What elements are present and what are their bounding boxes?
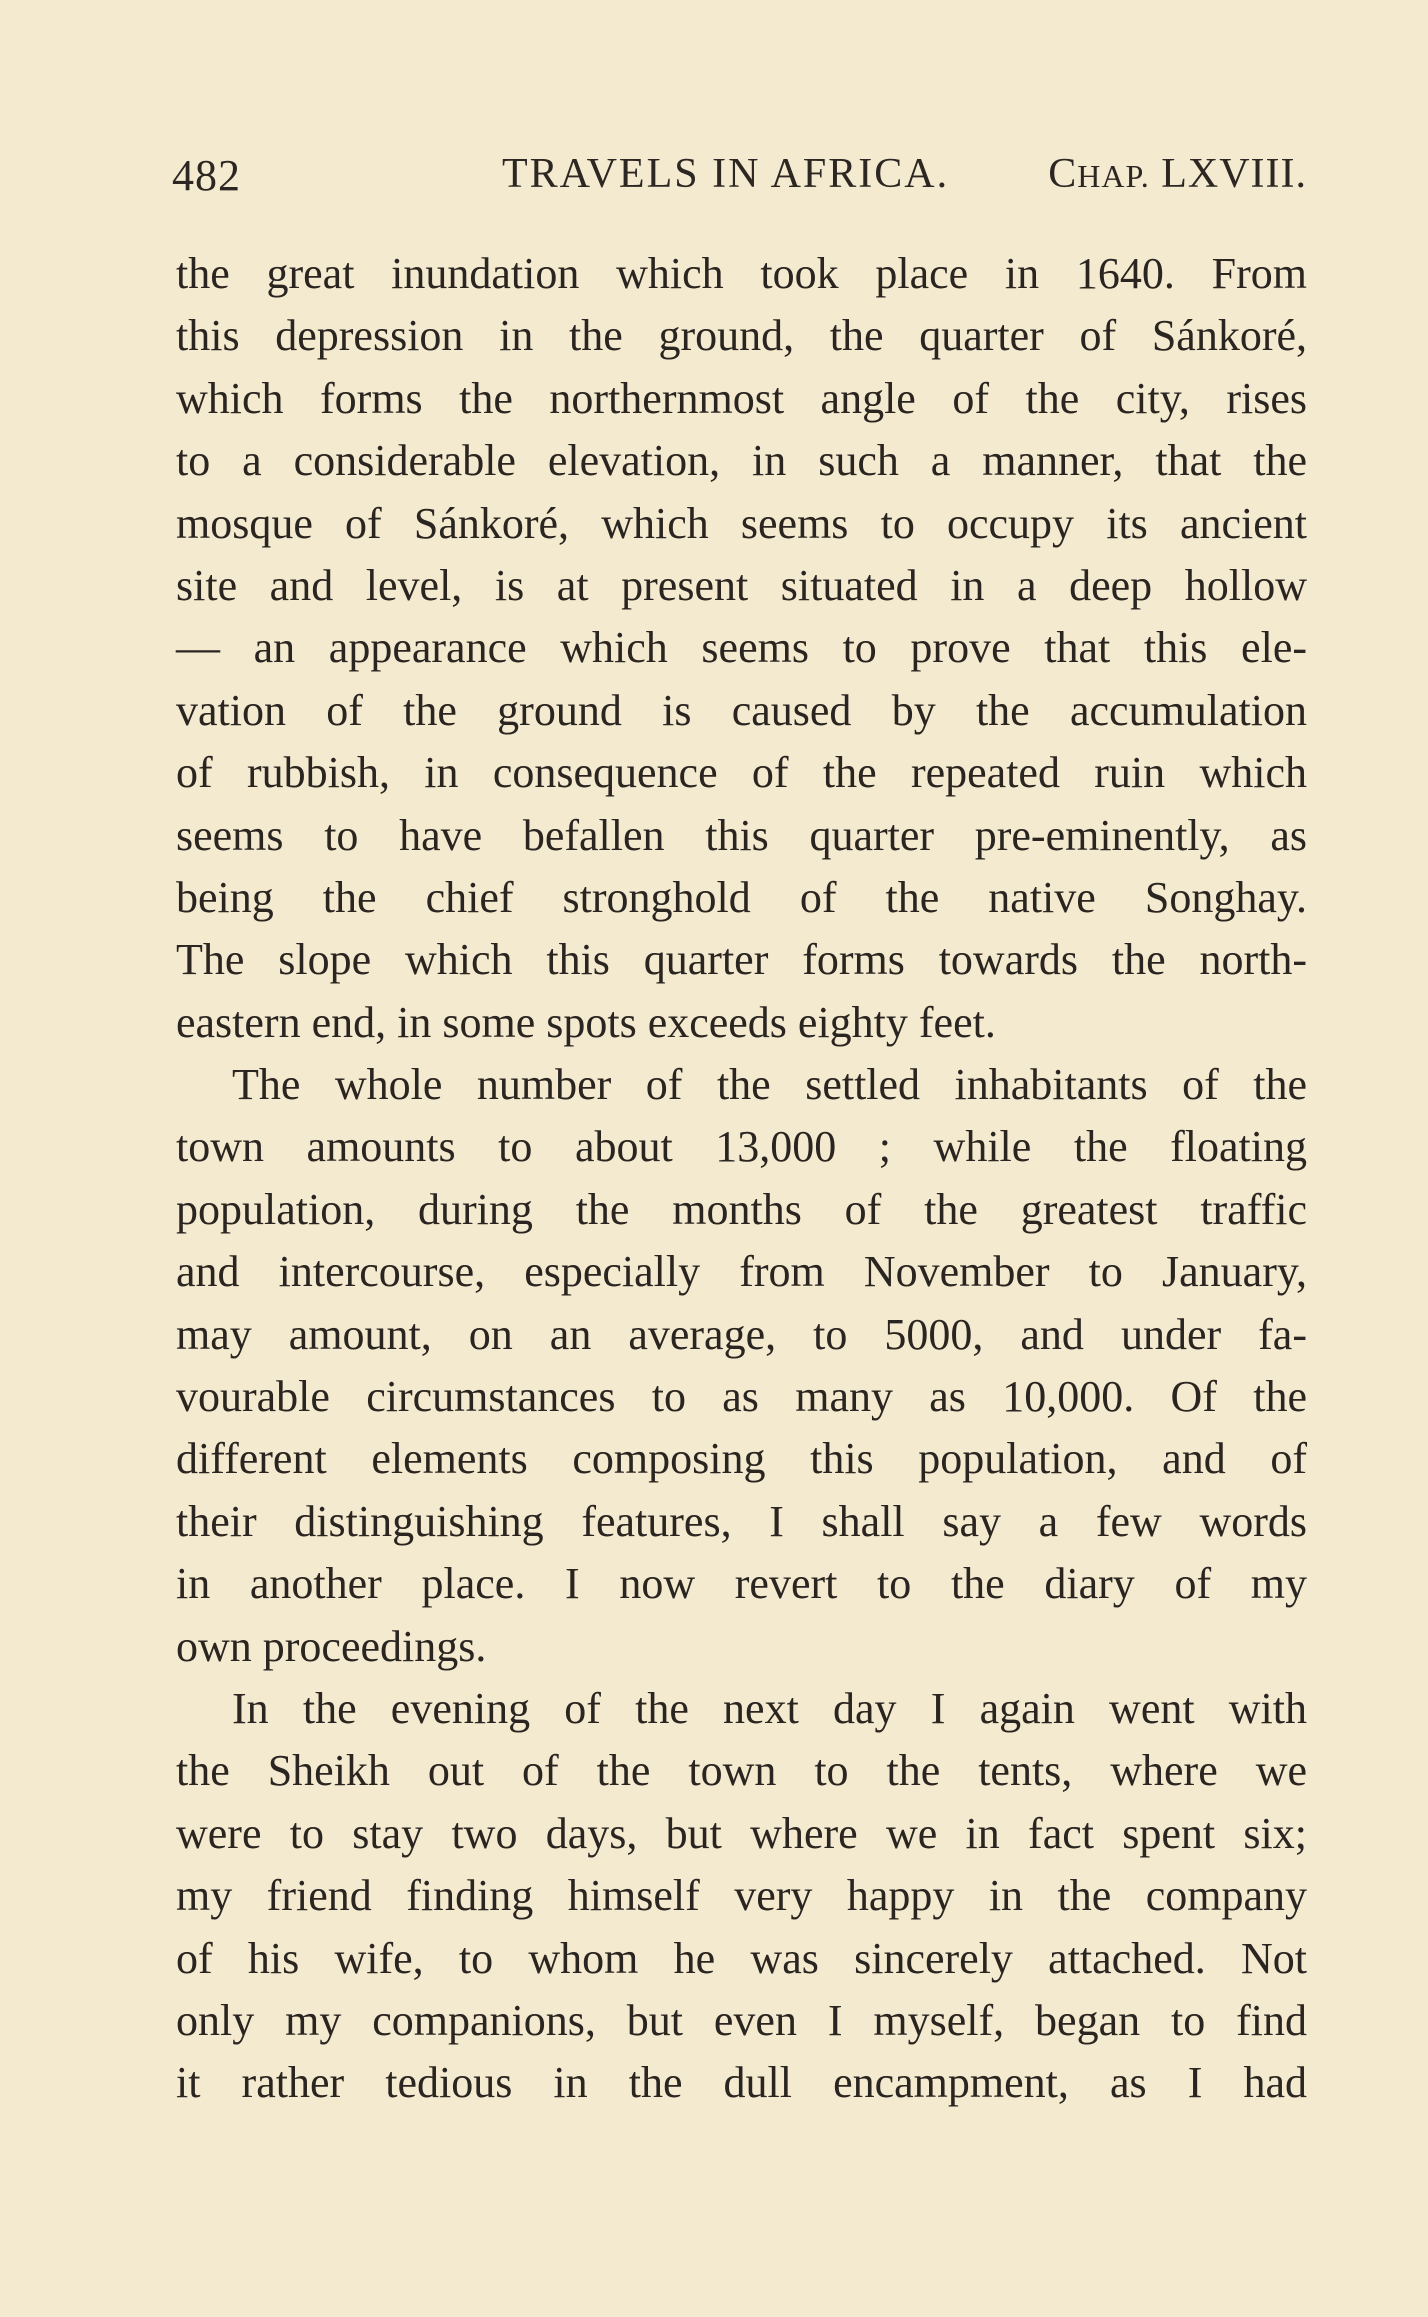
text-line: mosque of Sánkoré, which seems to occupy its ancient: [176, 498, 1307, 548]
text-line: different elements composing this population, and of: [176, 1434, 1307, 1484]
text-line: The slope which this quarter forms towards the north-: [176, 935, 1307, 985]
chapter-heading: [1048, 150, 1307, 198]
chapter-smallcaps: HAP.: [1077, 158, 1150, 194]
chapter-prefix: C: [1048, 151, 1078, 197]
text-line: the great inundation which took place in 1640. From: [176, 249, 1307, 298]
body-text: [176, 243, 1307, 2115]
text-line: in another place. I now revert to the diary of my: [176, 1559, 1307, 1609]
text-line: to a considerable elevation, in such a manner, that the: [176, 436, 1307, 486]
text-line: their distinguishing features, I shall say a few words: [176, 1496, 1307, 1546]
text-line: eastern end, in some spots exceeds eighty feet.: [176, 997, 996, 1047]
text-line: may amount, on an average, to 5000, and under fa-: [176, 1309, 1307, 1359]
text-line: and intercourse, especially from November to January,: [176, 1247, 1307, 1297]
page-header: [172, 150, 1307, 210]
text-line: being the chief stronghold of the native Songhay.: [176, 872, 1307, 922]
running-title: TRAVELS IN AFRICA.: [502, 151, 950, 197]
text-line: seems to have befallen this quarter pre-eminently, as: [176, 810, 1307, 860]
text-line: vation of the ground is caused by the accumulation: [176, 685, 1307, 735]
text-line: the Sheikh out of the town to the tents, where we: [176, 1746, 1307, 1796]
text-line: In the evening of the next day I again went with: [232, 1683, 1307, 1733]
text-line: The whole number of the settled inhabitants of the: [232, 1060, 1307, 1110]
text-line: were to stay two days, but where we in fact spent six;: [176, 1808, 1307, 1858]
text-line: this depression in the ground, the quarter of Sánkoré,: [176, 311, 1307, 361]
text-line: site and level, is at present situated in a deep hollow: [176, 560, 1307, 610]
chapter-number: LXVIII.: [1149, 151, 1307, 197]
text-line: it rather tedious in the dull encampment, as I had: [176, 2058, 1307, 2108]
text-line: own proceedings.: [176, 1621, 487, 1671]
text-line: — an appearance which seems to prove that this ele-: [176, 623, 1307, 673]
text-line: my friend finding himself very happy in the company: [176, 1871, 1307, 1921]
text-line: which forms the northernmost angle of the city, rises: [176, 373, 1307, 423]
text-line: of his wife, to whom he was sincerely attached. Not: [176, 1933, 1307, 1983]
text-line: population, during the months of the greatest traffic: [176, 1184, 1307, 1234]
text-line: only my companions, but even I myself, began to find: [176, 1995, 1307, 2045]
text-line: vourable circumstances to as many as 10,000. Of the: [176, 1372, 1307, 1422]
text-line: town amounts to about 13,000 ; while the floating: [176, 1122, 1307, 1172]
text-line: of rubbish, in consequence of the repeated ruin which: [176, 748, 1307, 798]
page-number: 482: [172, 151, 241, 200]
